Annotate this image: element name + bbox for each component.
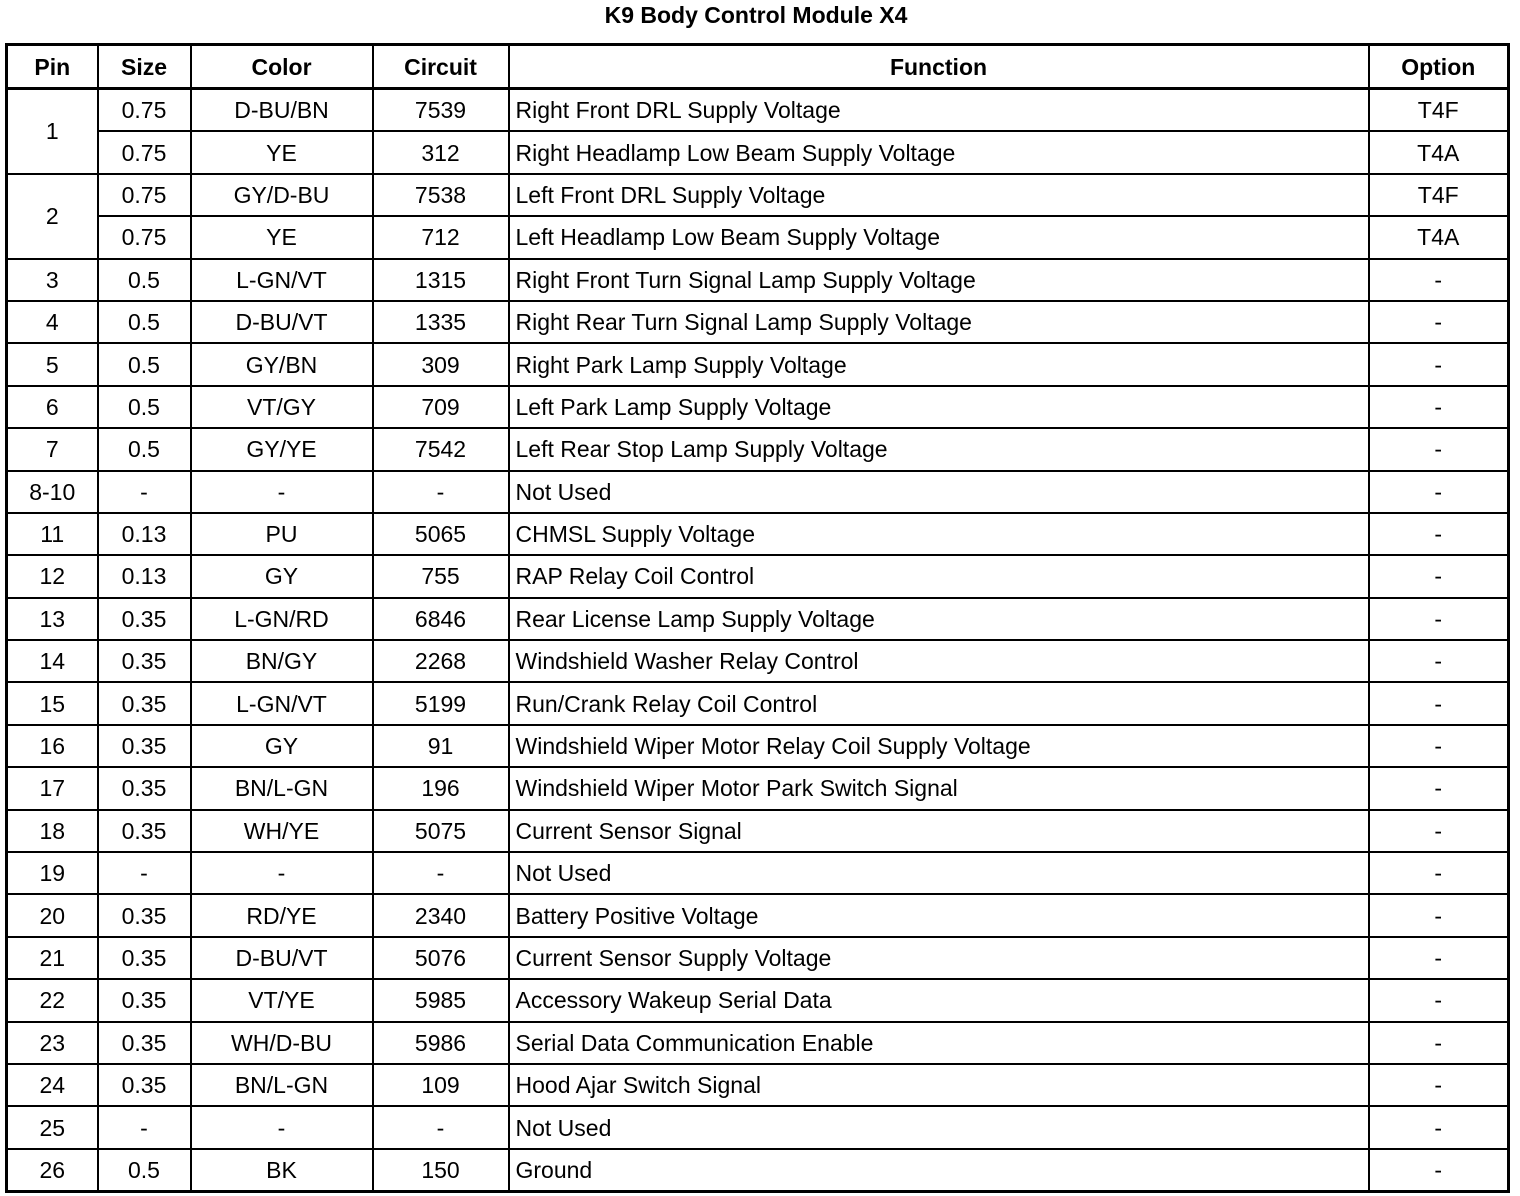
cell-size: - xyxy=(98,852,191,894)
cell-circuit: 7542 xyxy=(373,428,509,470)
cell-function: Rear License Lamp Supply Voltage xyxy=(509,598,1369,640)
cell-size: 0.75 xyxy=(98,131,191,173)
cell-pin: 19 xyxy=(7,852,98,894)
cell-color: RD/YE xyxy=(191,894,373,936)
cell-option: - xyxy=(1369,555,1509,597)
cell-function: Current Sensor Signal xyxy=(509,810,1369,852)
cell-size: 0.35 xyxy=(98,979,191,1021)
cell-size: 0.5 xyxy=(98,259,191,301)
cell-option: - xyxy=(1369,1149,1509,1192)
column-header-size: Size xyxy=(98,45,191,89)
cell-option: - xyxy=(1369,810,1509,852)
table-row xyxy=(7,767,1509,809)
table-row xyxy=(7,428,1509,470)
cell-function: Not Used xyxy=(509,471,1369,513)
cell-size: 0.13 xyxy=(98,555,191,597)
cell-size: 0.35 xyxy=(98,1064,191,1106)
cell-color: D-BU/VT xyxy=(191,301,373,343)
table-row xyxy=(7,1022,1509,1064)
cell-color: YE xyxy=(191,216,373,258)
cell-function: Left Headlamp Low Beam Supply Voltage xyxy=(509,216,1369,258)
cell-pin: 14 xyxy=(7,640,98,682)
cell-circuit: 309 xyxy=(373,343,509,385)
cell-size: 0.35 xyxy=(98,894,191,936)
cell-pin: 22 xyxy=(7,979,98,1021)
cell-function: Windshield Wiper Motor Park Switch Signal xyxy=(509,767,1369,809)
column-header-circuit: Circuit xyxy=(373,45,509,89)
cell-option: - xyxy=(1369,852,1509,894)
cell-circuit: - xyxy=(373,852,509,894)
cell-size: 0.75 xyxy=(98,174,191,216)
cell-circuit: 5065 xyxy=(373,513,509,555)
cell-size: 0.5 xyxy=(98,428,191,470)
cell-option: T4A xyxy=(1369,216,1509,258)
cell-pin: 16 xyxy=(7,725,98,767)
cell-circuit: 5199 xyxy=(373,682,509,724)
cell-function: Not Used xyxy=(509,1106,1369,1148)
cell-color: D-BU/VT xyxy=(191,937,373,979)
cell-pin: 21 xyxy=(7,937,98,979)
cell-color: L-GN/VT xyxy=(191,259,373,301)
cell-option: - xyxy=(1369,682,1509,724)
cell-function: Left Front DRL Supply Voltage xyxy=(509,174,1369,216)
cell-function: Battery Positive Voltage xyxy=(509,894,1369,936)
cell-size: - xyxy=(98,1106,191,1148)
cell-option: - xyxy=(1369,343,1509,385)
cell-circuit: 1335 xyxy=(373,301,509,343)
cell-color: L-GN/VT xyxy=(191,682,373,724)
cell-color: - xyxy=(191,1106,373,1148)
cell-color: VT/YE xyxy=(191,979,373,1021)
cell-function: Accessory Wakeup Serial Data xyxy=(509,979,1369,1021)
cell-circuit: 312 xyxy=(373,131,509,173)
cell-size: 0.35 xyxy=(98,810,191,852)
cell-pin: 5 xyxy=(7,343,98,385)
cell-size: 0.35 xyxy=(98,682,191,724)
cell-circuit: 7538 xyxy=(373,174,509,216)
cell-function: Windshield Washer Relay Control xyxy=(509,640,1369,682)
cell-option: T4A xyxy=(1369,131,1509,173)
document-title: K9 Body Control Module X4 xyxy=(604,2,908,28)
cell-color: - xyxy=(191,471,373,513)
cell-pin: 11 xyxy=(7,513,98,555)
cell-function: Left Rear Stop Lamp Supply Voltage xyxy=(509,428,1369,470)
cell-option: - xyxy=(1369,725,1509,767)
cell-function: Serial Data Communication Enable xyxy=(509,1022,1369,1064)
cell-option: - xyxy=(1369,598,1509,640)
table-row xyxy=(7,1106,1509,1148)
cell-color: D-BU/BN xyxy=(191,89,373,132)
table-row xyxy=(7,725,1509,767)
table-body xyxy=(7,89,1509,1192)
cell-color: L-GN/RD xyxy=(191,598,373,640)
cell-color: - xyxy=(191,852,373,894)
table-row xyxy=(7,131,1509,173)
table-row xyxy=(7,89,1509,132)
table-row xyxy=(7,513,1509,555)
cell-function: Right Front Turn Signal Lamp Supply Voltage xyxy=(509,259,1369,301)
cell-color: BN/L-GN xyxy=(191,767,373,809)
table-row xyxy=(7,937,1509,979)
cell-pin: 20 xyxy=(7,894,98,936)
cell-pin: 15 xyxy=(7,682,98,724)
table-row xyxy=(7,174,1509,216)
cell-color: WH/YE xyxy=(191,810,373,852)
table-row xyxy=(7,216,1509,258)
cell-option: - xyxy=(1369,259,1509,301)
table-row xyxy=(7,259,1509,301)
cell-color: GY xyxy=(191,725,373,767)
cell-function: Not Used xyxy=(509,852,1369,894)
table-row xyxy=(7,810,1509,852)
cell-circuit: 6846 xyxy=(373,598,509,640)
cell-size: - xyxy=(98,471,191,513)
cell-color: VT/GY xyxy=(191,386,373,428)
table-row xyxy=(7,598,1509,640)
cell-function: Hood Ajar Switch Signal xyxy=(509,1064,1369,1106)
cell-pin: 2 xyxy=(7,174,98,259)
cell-pin: 4 xyxy=(7,301,98,343)
cell-circuit: 5986 xyxy=(373,1022,509,1064)
column-header-pin: Pin xyxy=(7,45,98,89)
cell-function: Ground xyxy=(509,1149,1369,1192)
cell-size: 0.5 xyxy=(98,301,191,343)
cell-function: Windshield Wiper Motor Relay Coil Supply Voltage xyxy=(509,725,1369,767)
cell-color: BK xyxy=(191,1149,373,1192)
cell-color: BN/GY xyxy=(191,640,373,682)
cell-pin: 25 xyxy=(7,1106,98,1148)
table-row xyxy=(7,555,1509,597)
cell-circuit: - xyxy=(373,471,509,513)
cell-option: - xyxy=(1369,979,1509,1021)
cell-color: YE xyxy=(191,131,373,173)
table-row xyxy=(7,386,1509,428)
cell-color: PU xyxy=(191,513,373,555)
cell-function: RAP Relay Coil Control xyxy=(509,555,1369,597)
cell-size: 0.5 xyxy=(98,343,191,385)
cell-circuit: 5985 xyxy=(373,979,509,1021)
table-row xyxy=(7,301,1509,343)
cell-option: T4F xyxy=(1369,89,1509,132)
table-header xyxy=(7,45,1509,89)
cell-option: - xyxy=(1369,894,1509,936)
table-row xyxy=(7,852,1509,894)
cell-function: Right Headlamp Low Beam Supply Voltage xyxy=(509,131,1369,173)
cell-option: - xyxy=(1369,386,1509,428)
cell-circuit: 2340 xyxy=(373,894,509,936)
cell-color: GY/D-BU xyxy=(191,174,373,216)
table-row xyxy=(7,894,1509,936)
table-row xyxy=(7,1149,1509,1192)
cell-circuit: 5076 xyxy=(373,937,509,979)
cell-option: - xyxy=(1369,513,1509,555)
cell-size: 0.35 xyxy=(98,937,191,979)
table-row xyxy=(7,640,1509,682)
cell-circuit: 2268 xyxy=(373,640,509,682)
cell-pin: 24 xyxy=(7,1064,98,1106)
cell-option: - xyxy=(1369,1022,1509,1064)
cell-circuit: 1315 xyxy=(373,259,509,301)
cell-size: 0.75 xyxy=(98,216,191,258)
cell-circuit: 5075 xyxy=(373,810,509,852)
cell-option: - xyxy=(1369,301,1509,343)
cell-size: 0.5 xyxy=(98,1149,191,1192)
cell-pin: 12 xyxy=(7,555,98,597)
cell-pin: 8-10 xyxy=(7,471,98,513)
cell-size: 0.5 xyxy=(98,386,191,428)
cell-circuit: 7539 xyxy=(373,89,509,132)
cell-pin: 23 xyxy=(7,1022,98,1064)
cell-pin: 17 xyxy=(7,767,98,809)
cell-size: 0.75 xyxy=(98,89,191,132)
table-row xyxy=(7,343,1509,385)
cell-pin: 7 xyxy=(7,428,98,470)
cell-size: 0.35 xyxy=(98,598,191,640)
column-header-option: Option xyxy=(1369,45,1509,89)
cell-circuit: 150 xyxy=(373,1149,509,1192)
cell-function: Left Park Lamp Supply Voltage xyxy=(509,386,1369,428)
cell-function: CHMSL Supply Voltage xyxy=(509,513,1369,555)
cell-pin: 3 xyxy=(7,259,98,301)
cell-size: 0.35 xyxy=(98,640,191,682)
table-row xyxy=(7,979,1509,1021)
cell-circuit: 709 xyxy=(373,386,509,428)
cell-size: 0.35 xyxy=(98,767,191,809)
cell-option: - xyxy=(1369,1106,1509,1148)
cell-circuit: 109 xyxy=(373,1064,509,1106)
header-row xyxy=(7,45,1509,89)
column-header-color: Color xyxy=(191,45,373,89)
cell-function: Run/Crank Relay Coil Control xyxy=(509,682,1369,724)
cell-pin: 18 xyxy=(7,810,98,852)
cell-size: 0.35 xyxy=(98,725,191,767)
pinout-table xyxy=(5,43,1510,1193)
cell-circuit: 196 xyxy=(373,767,509,809)
cell-color: GY/YE xyxy=(191,428,373,470)
table-row xyxy=(7,471,1509,513)
cell-option: - xyxy=(1369,1064,1509,1106)
cell-pin: 6 xyxy=(7,386,98,428)
cell-pin: 1 xyxy=(7,89,98,174)
cell-option: - xyxy=(1369,937,1509,979)
cell-option: T4F xyxy=(1369,174,1509,216)
column-header-function: Function xyxy=(509,45,1369,89)
cell-function: Right Park Lamp Supply Voltage xyxy=(509,343,1369,385)
cell-function: Right Front DRL Supply Voltage xyxy=(509,89,1369,132)
cell-option: - xyxy=(1369,767,1509,809)
cell-option: - xyxy=(1369,640,1509,682)
cell-pin: 26 xyxy=(7,1149,98,1192)
cell-circuit: 755 xyxy=(373,555,509,597)
cell-size: 0.35 xyxy=(98,1022,191,1064)
cell-option: - xyxy=(1369,471,1509,513)
cell-circuit: 91 xyxy=(373,725,509,767)
cell-size: 0.13 xyxy=(98,513,191,555)
cell-pin: 13 xyxy=(7,598,98,640)
table-row xyxy=(7,682,1509,724)
cell-option: - xyxy=(1369,428,1509,470)
cell-circuit: 712 xyxy=(373,216,509,258)
cell-color: GY xyxy=(191,555,373,597)
cell-circuit: - xyxy=(373,1106,509,1148)
cell-color: BN/L-GN xyxy=(191,1064,373,1106)
cell-color: WH/D-BU xyxy=(191,1022,373,1064)
table-row xyxy=(7,1064,1509,1106)
cell-function: Current Sensor Supply Voltage xyxy=(509,937,1369,979)
cell-function: Right Rear Turn Signal Lamp Supply Voltage xyxy=(509,301,1369,343)
cell-color: GY/BN xyxy=(191,343,373,385)
